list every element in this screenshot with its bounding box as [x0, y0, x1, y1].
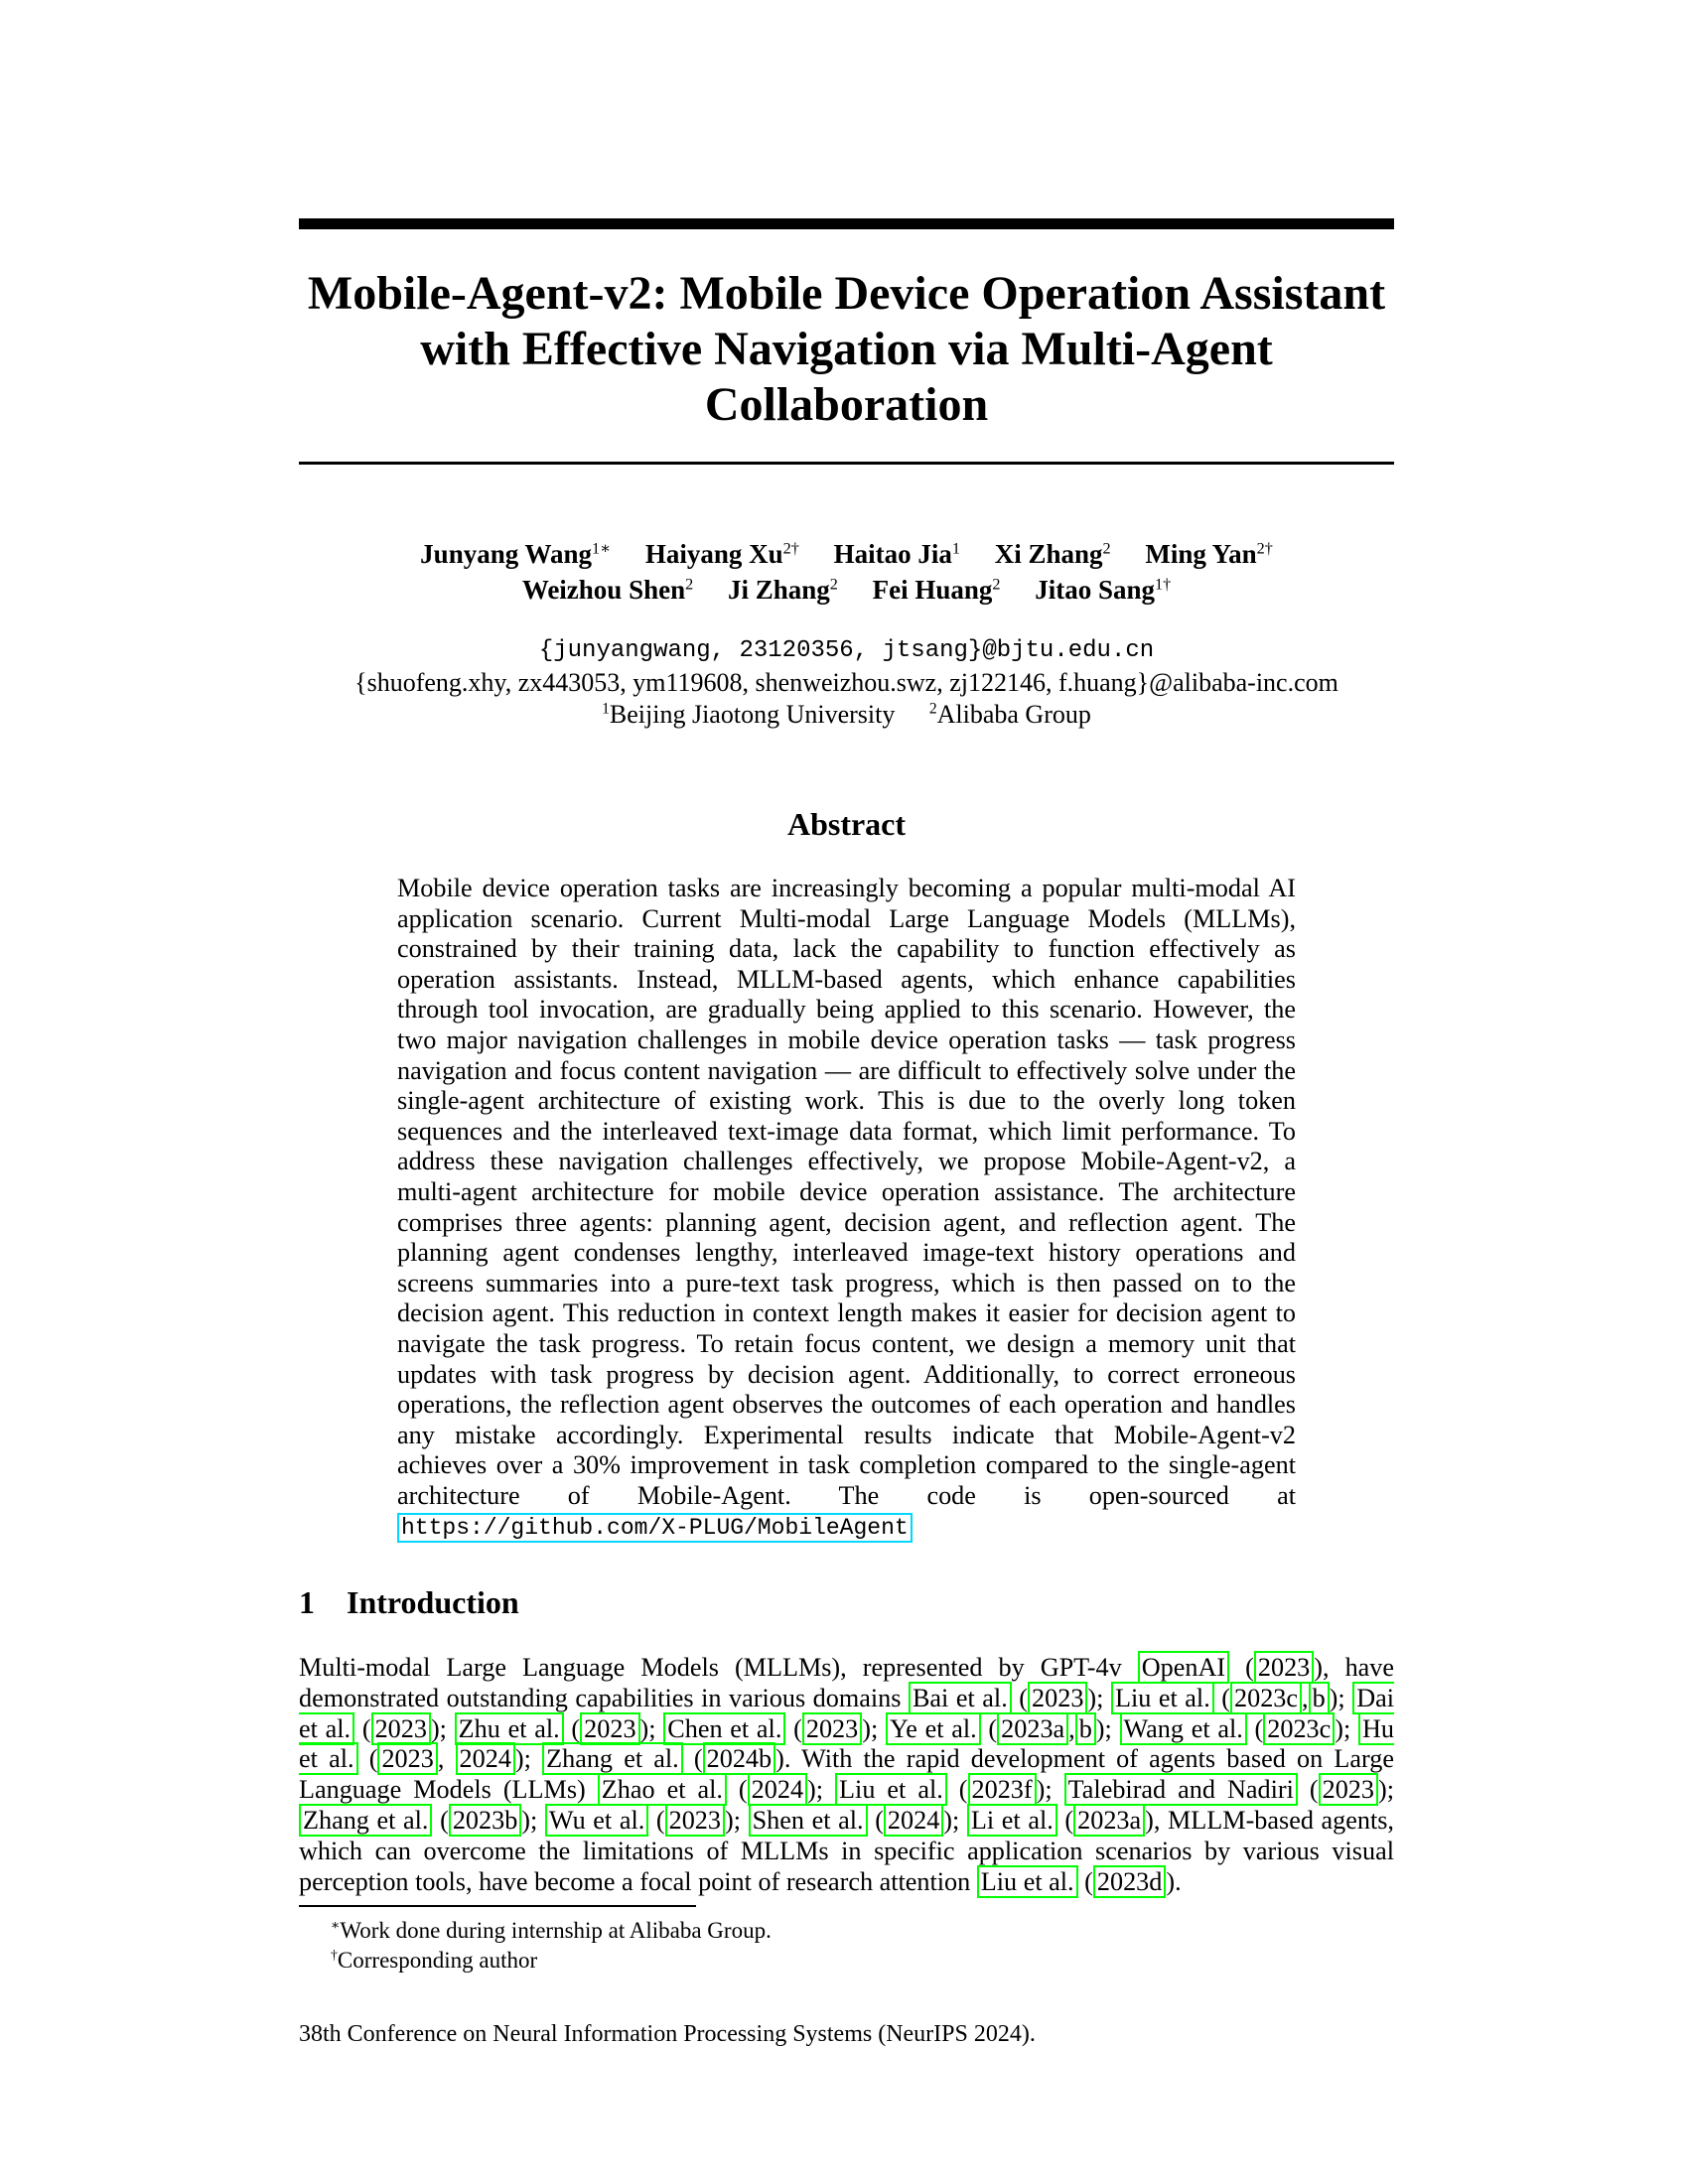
section-title: Introduction [347, 1584, 519, 1620]
citation-link[interactable]: Bai et al. [909, 1682, 1012, 1714]
intro-text: ), have demonstrated outstanding capabilities in various domains [299, 1653, 1394, 1712]
author: Ming Yan$^{2\dagger}$ [1145, 539, 1273, 569]
intro-text: ( [1011, 1683, 1029, 1712]
citation-link[interactable]: b [1309, 1682, 1330, 1714]
intro-text: Multi-modal Large Language Models (MLLMs), represented by GPT-4v [299, 1653, 1138, 1682]
citation-link[interactable]: 2023b [449, 1804, 521, 1837]
footnote-corresponding: †Corresponding author [331, 1947, 538, 1973]
intro-text: ( [1213, 1683, 1231, 1712]
affiliation: $^2$Alibaba Group [928, 700, 1091, 729]
intro-text: ); [724, 1805, 749, 1835]
author: Weizhou Shen$^2$ [521, 575, 694, 605]
citation-link[interactable]: Li et al. [967, 1804, 1057, 1837]
citation-link[interactable]: Zhang et al. [542, 1742, 683, 1775]
citation-link[interactable]: Zhu et al. [455, 1712, 564, 1745]
intro-text: ( [1056, 1805, 1074, 1835]
citation-link[interactable]: 2024 [748, 1773, 807, 1806]
contact-block [299, 635, 1394, 731]
citation-link[interactable]: Hu et al. [299, 1713, 1394, 1774]
intro-text: ); [862, 1713, 886, 1743]
intro-text: ); [514, 1744, 543, 1774]
citation-link[interactable]: Shen et al. [749, 1804, 868, 1837]
intro-text: ); [521, 1805, 545, 1835]
intro-text: ( [785, 1713, 802, 1743]
citation-link[interactable]: 2023 [802, 1712, 862, 1745]
abstract-heading: Abstract [786, 806, 907, 842]
citation-link[interactable]: Zhao et al. [598, 1773, 727, 1806]
citation-link[interactable]: Wu et al. [545, 1804, 648, 1837]
author: Junyang Wang$^{1∗}$ [420, 539, 612, 569]
author: Fei Huang$^2$ [872, 575, 1001, 605]
intro-text: ( [867, 1805, 884, 1835]
email-bjtu: {junyangwang, 23120356, jtsang}@bjtu.edu.cn [538, 637, 1155, 664]
citation-link[interactable]: Talebirad and Nadiri [1064, 1773, 1298, 1806]
intro-text: ( [1077, 1866, 1093, 1896]
section-number: 1 [299, 1584, 315, 1620]
author: Haiyang $Xu^{2\dagger}$ [644, 539, 799, 569]
intro-text: , [1068, 1713, 1075, 1743]
citation-link[interactable]: Ye et al. [886, 1712, 981, 1745]
footnote-rule [299, 1905, 696, 1907]
intro-text: ); [430, 1713, 455, 1743]
affiliations [299, 699, 1394, 731]
intro-text: ); [1087, 1683, 1111, 1712]
author-block [299, 536, 1394, 608]
author: Ji Zhang$^2$ [727, 575, 838, 605]
citation-link[interactable]: 2023a [1073, 1804, 1145, 1837]
author: Jitao Sang$^{1\dagger}$ [1035, 575, 1172, 605]
citation-link[interactable]: b [1075, 1712, 1096, 1745]
intro-text: ); [1095, 1713, 1120, 1743]
intro-text: ( [354, 1713, 371, 1743]
citation-link[interactable]: Liu et al. [835, 1773, 947, 1806]
citation-link[interactable]: 2023c [1263, 1712, 1335, 1745]
section-heading-introduction [299, 1584, 519, 1621]
citation-link[interactable]: 2024 [456, 1742, 515, 1775]
citation-link[interactable]: 2023a [997, 1712, 1068, 1745]
intro-text: ); [1329, 1683, 1353, 1712]
intro-text: ( [1297, 1775, 1319, 1805]
intro-text: ( [648, 1805, 665, 1835]
intro-text: ). With the rapid development of agents based on Large Language Models (LLMs) [299, 1744, 1394, 1805]
code-link[interactable]: https://github.com/X-PLUG/MobileAgent [397, 1513, 913, 1543]
intro-text: ( [563, 1713, 581, 1743]
intro-text: ); [1377, 1775, 1394, 1805]
intro-text: ); [639, 1713, 664, 1743]
title-bottom-rule [299, 462, 1394, 465]
citation-link[interactable]: Dai et al. [299, 1683, 1395, 1743]
citation-link[interactable]: 2023 [1319, 1773, 1378, 1806]
citation-link[interactable]: Chen et al. [663, 1712, 785, 1745]
affiliation: $^1$Beijing Jiaotong University [602, 700, 896, 729]
author: Xi Zhang$^2$ [994, 539, 1111, 569]
intro-text: ( [980, 1713, 998, 1743]
introduction-paragraph [299, 1653, 1394, 1897]
footnotes [331, 1916, 772, 1976]
intro-text: ( [1246, 1713, 1264, 1743]
intro-text: ( [1229, 1653, 1254, 1682]
intro-text: , [437, 1744, 456, 1774]
intro-text: ). [1166, 1866, 1182, 1896]
citation-link[interactable]: 2023d [1093, 1865, 1166, 1898]
citation-link[interactable]: 2023 [1254, 1651, 1314, 1684]
intro-text: ); [943, 1805, 967, 1835]
citation-link[interactable]: 2023 [1028, 1682, 1087, 1714]
citation-link[interactable]: 2023f [968, 1773, 1037, 1806]
title-top-rule [299, 218, 1394, 229]
intro-text: , [1302, 1683, 1309, 1712]
intro-text: ( [357, 1744, 378, 1774]
citation-link[interactable]: 2023c [1230, 1682, 1302, 1714]
intro-text: ( [682, 1744, 703, 1774]
intro-text: ( [432, 1805, 449, 1835]
abstract-text: Mobile device operation tasks are increasingly becoming a popular multi-modal AI application scenario. Current Multi-modal Large Language Models (MLLMs), constrained by their training data, lack the capability to function effectively as operation assistants. Instead, MLLM-based agents, which enhance capabilities through tool invocation, are gradually being applied to this scenario. However, the two major navigation challenges in mobile device operation tasks — task progress navigation and focus content navigation — are difficult to effectively solve under the single-agent architecture of existing work. This is due to the overly long token sequences and the interleaved text-image data format, which limit performance. To address these navigation challenges effectively, we propose Mobile-Agent-v2, a multi-agent architecture for mobile device operation assistance. The architecture comprises three agents: planning agent, decision agent, and reflection agent. The planning agent condenses lengthy, interleaved image-text history operations and screens summaries into a pure-text task progress, which is then passed on to the decision agent. This reduction in context length makes it easier for decision agent to navigate the task progress. To retain focus content, we design a memory unit that updates with task progress by decision agent. Additionally, to correct erroneous operations, the reflection agent observes the outcomes of each operation and handles any mistake accordingly. Experimental results indicate that Mobile-Agent-v2 achieves over a 30% improvement in task completion compared to the single-agent architecture of Mobile-Agent. The code is open-sourced at [397, 874, 1296, 1510]
intro-text: ); [807, 1775, 836, 1805]
abstract-body [397, 874, 1296, 1544]
intro-text: ), MLLM-based agents, which can overcome the limitations of MLLMs in specific application scenarios by various visual perception tools, have become a focal point of research attention [299, 1805, 1394, 1896]
email-alibaba: {shuofeng.xhy, zx443053, ym119608, shenweizhou.swz, zj122146, f.huang}@alibaba-inc.com [354, 668, 1338, 697]
intro-text: ); [1036, 1775, 1064, 1805]
footnote-internship: ∗Work done during internship at Alibaba Group. [331, 1917, 772, 1943]
conference-note: 38th Conference on Neural Information Processing Systems (NeurIPS 2024). [299, 2021, 1036, 2047]
citation-link[interactable]: 2024 [884, 1804, 943, 1837]
citation-link[interactable]: OpenAI [1138, 1651, 1229, 1684]
author: Haitao Jia$^1$ [833, 539, 960, 569]
author-line-1 [299, 536, 1394, 572]
citation-link[interactable]: 2023 [377, 1742, 437, 1775]
intro-text: ( [946, 1775, 968, 1805]
citation-link[interactable]: Liu et al. [1111, 1682, 1214, 1714]
author-line-2 [299, 572, 1394, 608]
intro-text: ); [1335, 1713, 1358, 1743]
citation-link[interactable]: 2023 [580, 1712, 639, 1745]
citation-link[interactable]: Liu et al. [977, 1865, 1078, 1898]
citation-link[interactable]: 2023 [371, 1712, 431, 1745]
citation-link[interactable]: 2023 [665, 1804, 725, 1837]
citation-link[interactable]: 2024b [703, 1742, 775, 1775]
intro-text: ( [726, 1775, 748, 1805]
citation-link[interactable]: Wang et al. [1120, 1712, 1247, 1745]
paper-title: Mobile-Agent-v2: Mobile Device Operation Assistant with Effective Navigation via Multi-Agent Collaboration [307, 267, 1386, 431]
citation-link[interactable]: Zhang et al. [299, 1804, 432, 1837]
